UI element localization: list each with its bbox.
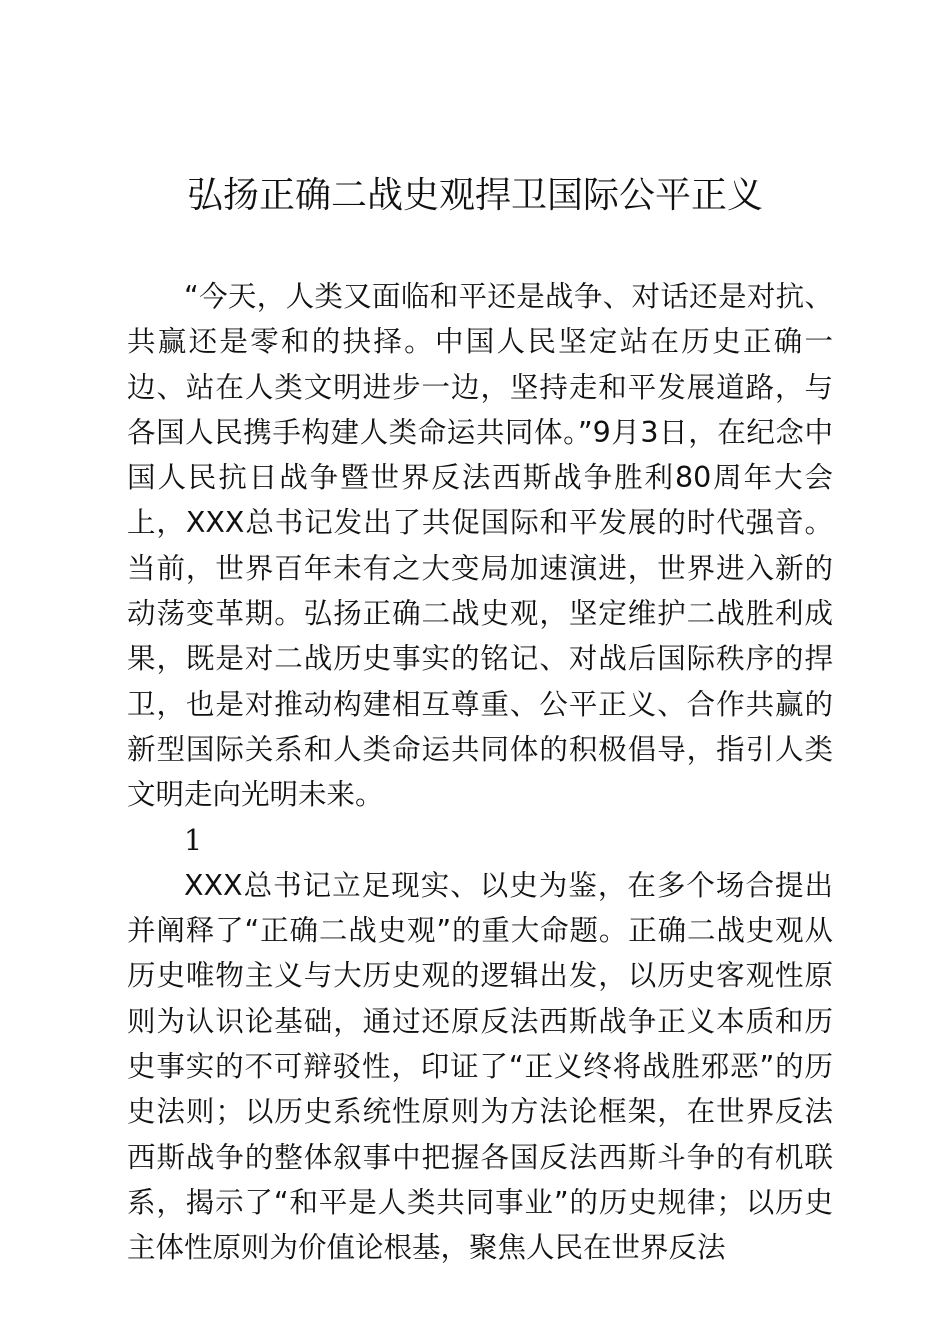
- document-title: 弘扬正确二战史观捍卫国际公平正义: [186, 175, 763, 216]
- paragraph-intro: “今天，人类又面临和平还是战争、对话还是对抗、共赢还是零和的抉择。中国人民坚定站在历史正确一边、站在人类文明进步一边，坚持走和平发展道路，与各国人民携手构建人类命运共同体。”9月3日，在纪念中国人民抗日战争暨世界反法西斯战争胜利80周年大会上，XXX总书记发出了共促国际和平发展的时代强音。当前，世界百年未有之大变局加速演进，世界进入新的动荡变革期。弘扬正确二战史观，坚定维护二战胜利成果，既是对二战历史事实的铭记、对战后国际秩序的捍卫，也是对推动构建相互尊重、公平正义、合作共赢的新型国际关系和人类命运共同体的积极倡导，指引人类文明走向光明未来。: [127, 280, 833, 812]
- section-number: 1: [184, 823, 203, 857]
- paragraph-section-1: XXX总书记立足现实、以史为鉴，在多个场合提出并阐释了“正确二战史观”的重大命题。正确二战史观从历史唯物主义与大历史观的逻辑出发，以历史客观性原则为认识论基础，通过还原反法西斯战争正义本质和历史事实的不可辩驳性，印证了“正义终将战胜邪恶”的历史法则；以历史系统性原则为方法论框架，在世界反法西斯战争的整体叙事中把握各国反法西斯斗争的有机联系，揭示了“和平是人类共同事业”的历史规律；以历史主体性原则为价值论根基，聚焦人民在世界反法: [127, 868, 833, 1265]
- document-body: [127, 274, 833, 1271]
